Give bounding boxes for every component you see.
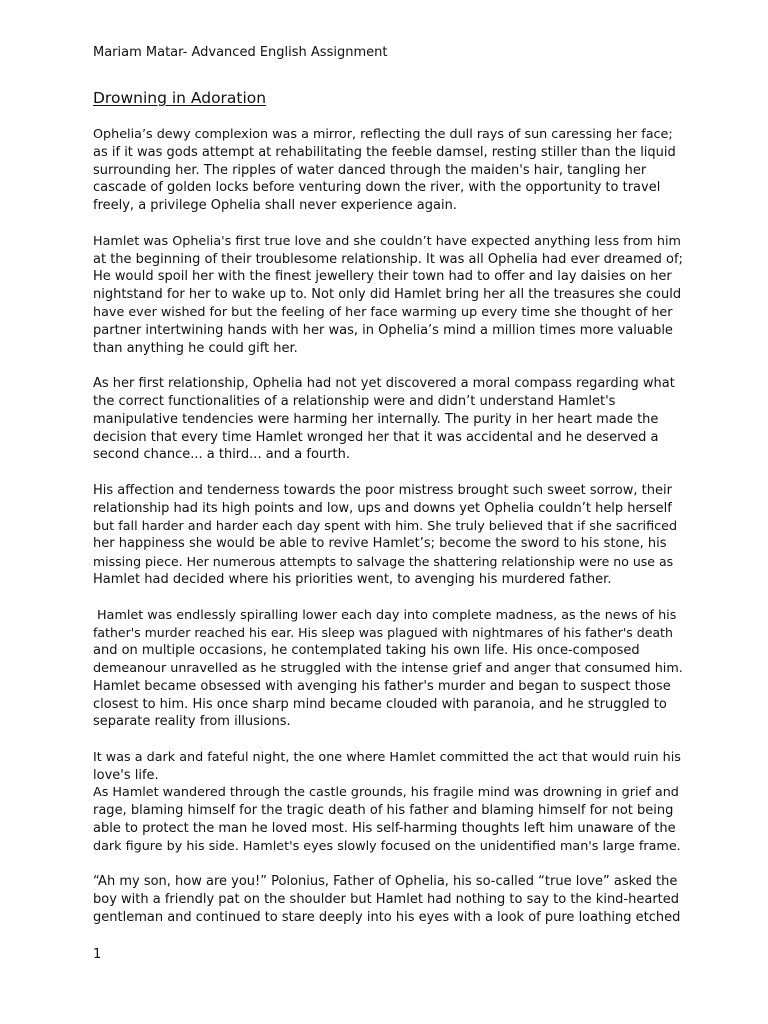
text-line: boy with a friendly pat on the shoulder but Hamlet had nothing to say to the kind-hearted bbox=[93, 892, 680, 908]
text-line: gentleman and continued to stare deeply into his eyes with a look of pure loathing etched bbox=[93, 910, 681, 926]
text-line: Hamlet was endlessly spiralling lower each day into complete madness, as the news of his bbox=[93, 607, 677, 623]
text-line: love's life. bbox=[93, 767, 159, 783]
text-line: As Hamlet wandered through the castle grounds, his fragile mind was drowning in grief and bbox=[93, 785, 679, 801]
text-line: at the beginning of their troublesome relationship. It was all Ophelia had ever dreamed of; bbox=[93, 251, 683, 267]
paragraph bbox=[93, 233, 683, 358]
paragraph bbox=[93, 375, 683, 464]
text-line: separate reality from illusions. bbox=[93, 714, 291, 730]
page-number: 1 bbox=[93, 947, 102, 962]
text-line: as if it was gods attempt at rehabilitating the feeble damsel, resting stiller than the liquid bbox=[93, 144, 676, 160]
text-line: closest to him. His once sharp mind became clouded with paranoia, and he struggled to bbox=[93, 696, 667, 712]
text-line: able to protect the man he loved most. His self-harming thoughts left him unaware of the bbox=[93, 821, 676, 837]
text-line: than anything he could gift her. bbox=[93, 340, 298, 356]
text-line: partner intertwining hands with her was, in Ophelia’s mind a million times more valuable bbox=[93, 322, 673, 338]
text-line: dark figure by his side. Hamlet's eyes slowly focused on the unidentified man's large frame. bbox=[93, 838, 681, 854]
document-body bbox=[93, 126, 683, 927]
text-line: As her first relationship, Ophelia had not yet discovered a moral compass regarding what bbox=[93, 376, 675, 392]
text-line: freely, a privilege Ophelia shall never experience again. bbox=[93, 198, 457, 214]
paragraph bbox=[93, 873, 683, 926]
text-line: manipulative tendencies were harming her internally. The purity in her heart made the bbox=[93, 411, 659, 427]
text-line: but fall harder and harder each day spent with him. She truly believed that if she sacrificed bbox=[93, 518, 678, 534]
text-line: have ever wished for but the feeling of her face warming up every time she thought of her bbox=[93, 304, 673, 320]
page-header: Mariam Matar- Advanced English Assignment bbox=[93, 45, 388, 60]
text-line: cascade of golden locks before venturing down the river, with the opportunity to travel bbox=[93, 180, 661, 196]
text-line: Hamlet had decided where his priorities went, to avenging his murdered father. bbox=[93, 571, 612, 587]
text-line: missing piece. Her numerous attempts to salvage the shattering relationship were no use as bbox=[93, 554, 674, 570]
text-line: He would spoil her with the finest jewellery their town had to offer and lay daisies on her bbox=[93, 269, 672, 285]
text-line: her happiness she would be able to revive Hamlet’s; become the sword to his stone, his bbox=[93, 536, 667, 552]
paragraph bbox=[93, 749, 683, 856]
text-line: rage, blaming himself for the tragic death of his father and blaming himself for not being bbox=[93, 803, 674, 819]
text-line: and on multiple occasions, he contemplated taking his own life. His once-composed bbox=[93, 643, 640, 659]
text-line: father's murder reached his ear. His sleep was plagued with nightmares of his father's death bbox=[93, 625, 673, 641]
text-line: It was a dark and fateful night, the one where Hamlet committed the act that would ruin his bbox=[93, 749, 681, 765]
paragraph bbox=[93, 607, 683, 732]
text-line: His affection and tenderness towards the poor mistress brought such sweet sorrow, their bbox=[93, 482, 672, 498]
text-line: relationship had its high points and low, ups and downs yet Ophelia couldn’t help herself bbox=[93, 500, 672, 516]
text-line: second chance... a third... and a fourth. bbox=[93, 447, 350, 463]
text-line: decision that every time Hamlet wronged her that it was accidental and he deserved a bbox=[93, 429, 659, 445]
paragraph bbox=[93, 126, 683, 215]
text-line: nightstand for her to wake up to. Not only did Hamlet bring her all the treasures she could bbox=[93, 287, 682, 303]
text-line: Hamlet was Ophelia's first true love and she couldn’t have expected anything less from him bbox=[93, 233, 681, 249]
text-line: Ophelia’s dewy complexion was a mirror, reflecting the dull rays of sun caressing her face; bbox=[93, 127, 673, 142]
text-line: Hamlet became obsessed with avenging his father's murder and began to suspect those bbox=[93, 678, 671, 694]
text-line: the correct functionalities of a relationship were and didn’t understand Hamlet's bbox=[93, 393, 616, 409]
document-title: Drowning in Adoration bbox=[93, 89, 267, 107]
text-line: surrounding her. The ripples of water danced through the maiden's hair, tangling her bbox=[93, 162, 647, 178]
paragraph bbox=[93, 482, 683, 589]
text-line: “Ah my son, how are you!” Polonius, Father of Ophelia, his so-called “true love” asked the bbox=[93, 874, 678, 890]
text-line: demeanour unravelled as he struggled with the intense grief and anger that consumed him. bbox=[93, 660, 683, 676]
